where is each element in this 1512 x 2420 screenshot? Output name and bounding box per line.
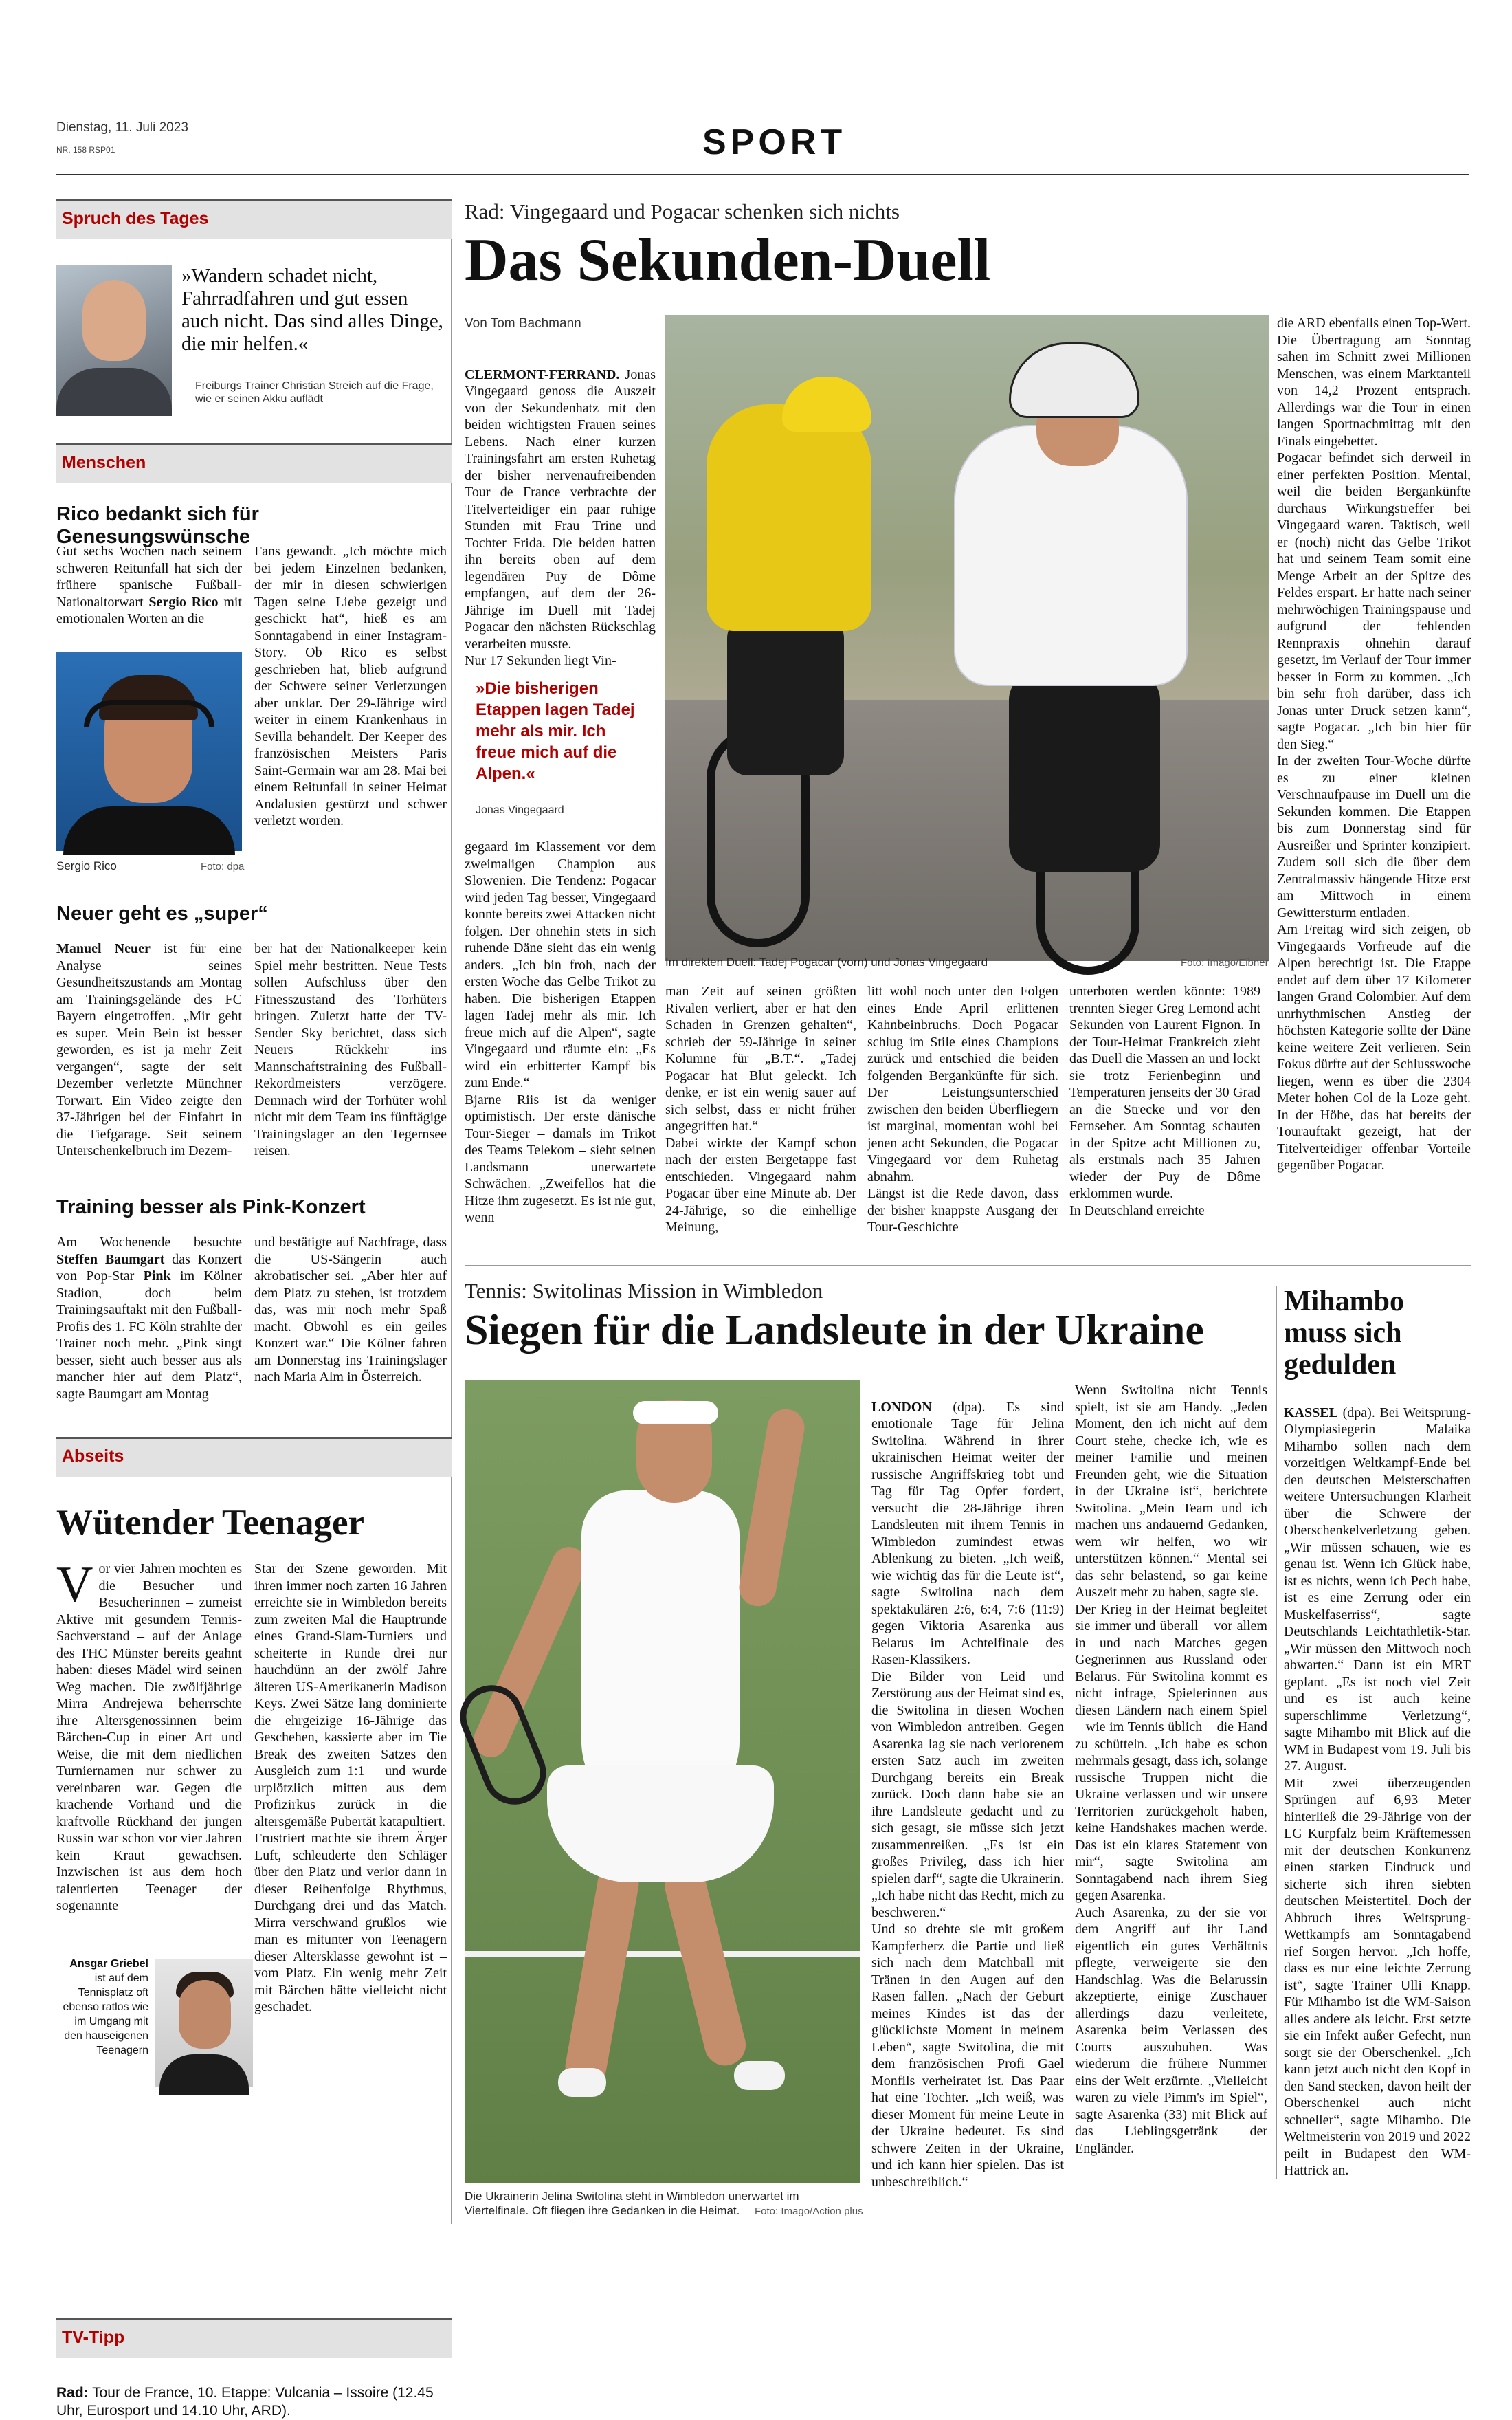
dropcap: V — [56, 1556, 93, 1613]
rider-white-helmet — [1009, 342, 1139, 418]
divider — [465, 1265, 1471, 1266]
tour-dateline: CLERMONT-FERRAND. — [465, 366, 620, 382]
abseits-col2: Star der Szene geworden. Mit ihren immer noch zarten 16 Jahren erreichte sie in Wimbledon bereits zum zweiten Mal die Hauptrunde eines Grand-Slam-Turniers und scheiterte in Runde drei nur hauchdünn an der zwölf Jahre älteren US-Amerikanerin Madison Keys. Zwei Sätze lang dominierte die ehrgeizige 16-Jährige das Geschehen, kassierte aber im Tie Break des zweiten Satzes den Ausgleich zum 1:1 – und wurde urplötzlich mitten aus dem Profizirkus zurück in die altersgemäße Pubertät katapultiert. Frustriert machte sie ihrem Ärger Luft, schleuderte den Schläger über den Platz und verlor dann in dieser Reihenfolge Rhythmus, Durchgang drei und das Match. Mirra verschwand grußlos – wie man es mitunter von Teenagern dieser Altersklasse gewohnt ist – vom Platz. Ein wenig mehr Zeit mit Bärchen hätte vielleicht nicht geschadet. — [254, 1561, 447, 2014]
tour-col1-text: Jonas Vingegaard genoss die Auszeit von der Sekundenhatz mit den beiden wichtigsten Frauen seines Lebens. Nach einer kurzen Trainingsfahrt am ersten Ruhetag der bisher nervenaufreibenden Tour de France verbrachte der Titelverteidiger ein paar ruhige Stunden mit Frau Trine und Tochter Frida. Die beiden hatten ihn bereits oben auf dem legendären Puy de Dôme empfangen, auf dem der 26-Jährige im Duell mit Tadej Pogacar den nächsten Rückschlag verarbeiten musste. Nur 17 Sekunden liegt Vin- — [465, 366, 656, 668]
author-face — [179, 1980, 231, 2049]
neuer-name: Manuel Neuer — [56, 941, 151, 956]
player-arm-right — [736, 1407, 808, 1609]
rico-shirt — [63, 806, 235, 855]
quote-of-the-day: »Wandern schadet nicht, Fahrradfahren und gut essen auch nicht. Das sind alles Dinge, die mir helfen.« — [181, 265, 443, 355]
tvtipp-text — [56, 2384, 452, 2420]
tennis-col1-text: Es sind emotionale Tage für Jelina Switolina. Während in ihrer ukrainischen Heimat weiter der russische Angriffskrieg tobt und Tag für Tag Opfer fordert, versucht die 28-Jährige ihren Landsleuten mit ihrem Tennis in Wimbledon zumindest etwas Ablenkung zu bieten. „Ich weiß, wie wichtig das für die Leute ist“, sagte Switolina nach dem spektakulären 2:6, 6:4, 7:6 (11:9) gegen Viktoria Asarenka aus Belarus im Achtelfinale des Rasen-Klassikers. Die Bilder von Leid und Zerstörung aus der Heimat sind es, die Switolina in diesen Wochen von Wimbledon antreiben. Gegen Asarenka lag sie nach verlorenem ersten Satz auch im zweiten Durchgang bereits ein Break zurück. Doch dann habe sie an ihre Landsleute gedacht und zu sich gesagt, sie müsse sich jetzt zusammenreißen. „Es ist ein großes Privileg, dass ich hier spielen darf“, sagte die Ukrainerin. „Ich habe nicht das Recht, mich zu beschweren.“ Und so drehte sie mit großem Kampferherz die Partie und ließ sich nach dem Matchball mit Tränen in den Augen auf den Rasen fallen. „Nach der Geburt meines Kindes ist das der glücklichste Moment in meinem Leben“, sagte Switolina, die mit dem französischen Profi Gael Monfils verheiratet ist. Das Paar hat eine Tochter. „Ich weiß, was dieser Moment für meine Leute in der Ukraine bedeutet. Es sind schwere Zeiten in der Ukraine, und ich kann hier spielen. Das ist unbeschreiblich.“ — [871, 1399, 1064, 2190]
author-caption-text: ist auf dem Tennisplatz oft ebenso ratlos wie im Umgang mit den hauseigenen Teenagern — [63, 1972, 148, 2056]
streich-photo — [56, 265, 172, 412]
player-shoe-left — [558, 2068, 606, 2097]
kicker-spruch-label: Spruch des Tages — [62, 209, 209, 228]
tour-col5: die ARD ebenfalls einen Top-Wert. Die Übertragung am Sonntag sahen im Schnitt zwei Millionen Menschen, was einem Marktanteil von 14,2 Prozent entsprach. Allerdings war die Tour in einen langen Sportnachmittag mit den Finals eingebettet. Pogacar befindet sich derweil in einer perfekten Position. Mental, weil die beiden Bergankünfte durchaus Wirkungstreffer bei Vingegaard waren. Taktisch, weil er (noch) nicht das Gelbe Trikot hat und seinem Team somit eine Menge Arbeit an der Spitze des Feldes erspart. Er hatte nach seiner mehrwöchigen Trainingspause und aufgrund der fehlenden Rennpraxis ohnehin darauf gesetzt, im Verlauf der Tour immer besser in Form zu kommen. „Ich bin sehr froh darüber, dass ich Jonas unter Druck setzen kann“, sagte Pogacar. „Ich bin hier für den Sieg.“ In der zweiten Tour-Woche dürfte es zu einer kleinen Verschnaufpause im Duell um die Sekunden kommen. Die Etappen bis zum Donnerstag sind für Ausreißer und Sprinter konzipiert. Zudem soll sich die über dem Zentralmassiv hängende Hitze erst am Mittwoch in einem Gewittersturm entladen. Am Freitag wird sich zeigen, ob Vingegaards Vorfreude auf die Alpen berechtigt ist. Die Etappe endet auf dem über 17 Kilometer langen Grand Colombier. Auf dem unrhythmischen Anstieg der höchsten Kategorie sollte der Däne keine weitere Zeit verlieren. Sein Fokus dürfte auf der Schlusswoche liegen, wenn es über die 2304 Meter hohen Col de la Loze geht. In der Höhe, das hat bereits der Tourauftakt gezeigt, hat der Titelverteidiger offenbar Vorteile gegenüber Pogacar. — [1277, 316, 1471, 1173]
issue-date: Dienstag, 11. Juli 2023 — [56, 120, 188, 135]
mihambo-article — [1276, 1286, 1471, 2179]
baumgart-c: im Kölner Stadion, doch beim Trainingsauftakt mit den Fußball-Profis des 1. FC Köln strahlte der Trainer noch mehr. „Pink singt besser, sieht auch besser aus als mancher hier auf dem Platz“, sagte Baumgart am Montag — [56, 1268, 242, 1402]
player-headband — [633, 1401, 718, 1424]
kicker-spruch — [56, 199, 452, 239]
rider-white-legs — [1009, 672, 1160, 872]
tour-col2: man Zeit auf seinen größten Rivalen verliert, aber er hat den Schaden in Grenzen gehalten“, schrieb der 59-Jährige in seiner Kolumne für „B.T.“. „Tadej Pogacar hat Blut geleckt. Ich denke, er ist ein wenig sauer auf sich selbst, dass er nicht früher angegriffen hat.“ Dabei wirkte der Kampf schon nach der ersten Bergetappe fast entschieden. Vingegaard nahm Pogacar über eine Minute ab. Der 24-Jährige, so die einhellige Meinung, — [665, 984, 856, 1235]
rico-headline: Rico bedankt sich für Genesungswünsche — [56, 503, 259, 548]
kicker-abseits-label: Abseits — [62, 1446, 124, 1466]
neuer-rest: ist für eine Analyse seines Gesundheitszustands am Montag am Trainingsgelände des FC Bayern eingetroffen. „Mir geht es super. Mein Bein ist besser geworden, es ist ja mehr Zeit vergangen“, sagte der seit Dezember verletzte Münchner Torwart. Ein Video zeigte den 37-Jährigen bei der Einfahrt in die Tiefgarage. Seit seinem Unterschenkelbruch im Dezem- — [56, 941, 242, 1158]
mihambo-agency: (dpa). — [1337, 1405, 1375, 1420]
issue-number: NR. 158 RSP01 — [56, 145, 115, 155]
player-leg-left — [562, 1860, 642, 2090]
baumgart-col2: und bestätigte auf Nachfrage, dass die US-Sängerin auch akrobatischer sei. „Aber hier auf dem Platz zu stehen, ist trotzdem das, was mir noch mehr Spaß macht. Obwohl es ein geiles Konzert war.“ Die Kölner fahren am Donnerstag ins Trainingslager nach Maria Alm in Österreich. — [254, 1235, 447, 1385]
neuer-headline: Neuer geht es „super“ — [56, 903, 268, 925]
tour-col1 — [465, 349, 656, 670]
abseits-headline: Wütender Teenager — [56, 1503, 365, 1543]
neuer-col2: ber hat der Nationalkeeper kein Spiel mehr bestritten. Neue Tests sollen Aufschluss über den Fitnesszustand des Torhüters bringen. Zuletzt hatte der TV-Sender Sky berichtet, dass sich Neuers Rückkehr ins Mannschaftstraining des Fußball-Rekordmeisters verzögere. Demnach wird der Torhüter wohl nicht mit dem Team ins fünftägige Trainingslager an den Tegernsee reisen. — [254, 941, 447, 1158]
tennis-agency: (dpa). — [931, 1399, 986, 1415]
cyclists-photo — [665, 315, 1269, 949]
player-leg-right — [660, 1860, 751, 2070]
pink-name: Pink — [143, 1268, 171, 1284]
kicker-abseits — [56, 1437, 452, 1477]
tour-col4: unterboten werden könnte: 1989 trennten Sieger Greg Lemond acht Sekunden von Laurent Fignon. In der Tour-Heimat Frankreich zieht das Duell die Massen an und lockt sie trotz Ferienbeginn und Temperaturen jenseits der 30 Grad an die Strecke und vor den Fernseher. Am Sonntag schauten in der Spitze acht Millionen zu, als erstmals nach 35 Jahren wieder der Puy de Dôme erklommen wurde. In Deutschland erreichte — [1069, 984, 1260, 1218]
kicker-menschen — [56, 443, 452, 483]
tour-pull-source: Jonas Vingegaard — [476, 804, 564, 816]
abseits-col1-text: or vier Jahren mochten es die Besucher und Besucherinnen – zumeist Aktive mit gesundem Tennis-Sachverstand – auf der Anlage des THC Münster bereits geahnt haben: dieses Mädel wird seinen Weg machen. Die zwölfjährige Mirra Andrejewa beherrschte ihre Altersgenossinnen beim Bärchen-Cup in einer Art und Weise, die mit dem niedlichen Turniernamen nur schwer zu vereinbaren war. Gegen die krachende Vorhand und die kraftvolle Rückhand der jungen Russin war schon vor vier Jahren kein Kraut gewachsen. Inzwischen ist aus dem hoch talentierten Teenager der sogenannte — [56, 1561, 242, 1913]
baumgart-a: Am Wochenende besuchte — [56, 1235, 242, 1250]
player-shoe-right — [734, 2061, 785, 2090]
kicker-tvtipp-label: TV-Tipp — [62, 2328, 125, 2347]
author-photo — [155, 1959, 253, 2087]
tennis-dateline: LONDON — [871, 1399, 932, 1415]
rider-yellow-jersey — [707, 404, 871, 631]
streich-face — [82, 280, 146, 361]
rico-rest: mit emotionalen Worten an die — [56, 594, 242, 626]
rico-photo-caption: Sergio Rico — [56, 859, 117, 872]
rider-yellow-legs — [727, 617, 844, 776]
mihambo-dateline: KASSEL — [1284, 1405, 1338, 1420]
page-header — [56, 120, 1469, 175]
tour-byline: Von Tom Bachmann — [465, 316, 581, 331]
player-skirt — [547, 1766, 774, 1882]
rico-col2: Fans gewandt. „Ich möchte mich bei jedem Einzelnen bedanken, der mir in diesen schwierigen Tagen seine Liebe gezeigt und geschickt hat“, hieß es am Sonntagabend in einer Instagram-Story. Ob Rico es selbst geschrieben hat, blieb aufgrund der Schwere seiner Verletzungen aber unklar. Der 29-Jährige wird weiter in einem Krankenhaus in Sevilla behandelt. Der Keeper des französischen Meisters Paris Saint-Germain war am 28. Mai bei einem Reitunfall in seiner Heimat Andalusien gestürzt und schwer verletzt worden. — [254, 544, 447, 828]
neuer-col1 — [56, 940, 242, 1160]
quote-source: Freiburgs Trainer Christian Streich auf die Frage, wie er seinen Akku auflädt — [195, 380, 434, 405]
kicker-menschen-label: Menschen — [62, 453, 146, 472]
author-shirt — [159, 2054, 249, 2096]
tennis-col2: Wenn Switolina nicht Tennis spielt, ist sie am Handy. „Jeden Moment, den ich nicht auf dem Court stehe, checke ich, wie es meiner Familie und meinen Freunden geht, wie die Situation in der Ukraine ist“, berichtete Switolina. „Mein Team und ich machen uns andauernd Gedanken, wem wir helfen, wo wir unterstützen können.“ Mental sei das sehr belastend, so gar keine Auszeit mehr zu haben, sagte sie. Der Krieg in der Heimat begleitet sie immer und überall – vor allem in und nach Matches gegen Gegnerinnen aus Russland oder Belarus. Für Switolina kommt es nicht infrage, Spielerinnen aus diesen Ländern nach einem Spiel – wie im Tennis üblich – die Hand zu schütteln. „Ich habe es schon mehrmals gesagt, dass ich, solange russische Truppen nicht die Ukraine verlassen und wir unsere Territorien zurückgeholt haben, keine Handshakes machen werde. Das ist ein klares Statement von mir“, sagte Switolina am Sonntagabend nach ihrem Sieg gegen Asarenka. Auch Asarenka, zu der sie vor dem Angriff auf ihr Land eigentlich ein gutes Verhältnis pflegte, verweigerte sie den Handschlag. Was die Belarussin akzeptierte, einige Zuschauer allerdings dazu verleitete, Asarenka beim Verlassen des Courts auszubuhen. Was wiederum die frühere Nummer eins der Welt erzürnte. „Vielleicht waren zu viele Pimm's im Spiel“, sagte Asarenka (33) mit Blick auf das Lieblingsgetränk der Engländer. — [1075, 1383, 1267, 2156]
tour-photo-caption: Im direkten Duell: Tadej Pogacar (vorn) und Jonas Vingegaard — [665, 956, 988, 969]
tennis-photo-credit: Foto: Imago/Action plus — [755, 2206, 863, 2217]
baumgart-b: das Konzert von Pop-Star — [56, 1251, 243, 1284]
rico-photo-credit: Foto: dpa — [201, 861, 245, 872]
mihambo-body: Bei Weitsprung-Olympiasiegerin Malaika Mihambo sollen nach dem vorzeitigen Weltkampf-Ende bei den deutschen Meisterschaften weitere Untersuchungen Klarheit über die Schwere der Oberschenkelverletzung geben. „Wir müssen schauen, wie es genau ist. Wenn ich Glück habe, ist es nichts, wenn ich Pech habe, ist es eine Zerrung oder ein Muskelfaserriss“, sagte Deutschlands Leichtathletik-Star. „Wir müssen den Mittwoch noch abwarten.“ Dann ist ein MRT geplant. „Es ist noch viel Zeit und es ist auch keine superschlimme Verletzung“, sagte Mihambo mit Blick auf die WM in Budapest vom 19. Juli bis 27. August. Mit zwei überzeugenden Sprüngen auf 6,93 Meter hinterließ die 29-Jährige von der LG Kurpfalz beim Kräftemessen mit der deutschen Konkurrenz einen starken Eindruck und sicherte sich ihren siebten deutschen Meistertitel. Doch der Abbruch ihres Weitsprung-Wettkampfs am Sonntagabend rief Sorgen hervor. „Ich hoffe, dass es nur eine leichte Zerrung ist“, sagte Trainer Ulli Knapp. Für Mihambo ist die WM-Saison alles andere als leicht. Erst setzte sie ein Infekt außer Gefecht, nun sorgt sie der Oberschenkel. „Ich kann jetzt auch nicht den Kopf in den Sand stecken, davon heilt der Oberschenkel auch nicht schneller“, sagte Mihambo. Die Weltmeisterin von 2019 und 2022 peilt in Budapest den WM-Hattrick an. — [1284, 1405, 1471, 2178]
tvtipp-body: Tour de France, 10. Etappe: Vulcania – Issoire (12.45 Uhr, Eurosport und 14.10 Uhr, ARD). — [56, 2385, 434, 2419]
tennis-title: Siegen für die Landsleute in der Ukraine — [465, 1307, 1204, 1354]
baumgart-col1 — [56, 1234, 242, 1402]
rico-photo — [56, 652, 242, 851]
switolina-photo — [465, 1380, 860, 2184]
tennis-topic: Tennis: Switolinas Mission in Wimbledon — [465, 1279, 823, 1303]
rico-col1 — [56, 543, 242, 646]
tour-pull-quote: »Die bisherigen Etappen lagen Tadej mehr als mir. Ich freue mich auf die Alpen.« — [476, 679, 635, 783]
headphones-icon — [84, 700, 214, 727]
baumgart-name: Steffen Baumgart — [56, 1251, 165, 1267]
court-line — [465, 1951, 860, 1957]
abseits-col1 — [56, 1556, 242, 1915]
rico-intro: Gut sechs Wochen nach seinem schweren Reitunfall hat sich der frühere spanische Fußball-Nationaltorwart — [56, 544, 242, 610]
mihambo-title: Mihambo muss sich gedulden — [1284, 1286, 1405, 1380]
streich-shirt — [56, 368, 172, 416]
section-title: SPORT — [702, 122, 847, 162]
author-caption — [56, 1957, 148, 2058]
left-sidebar — [56, 199, 452, 2419]
mihambo-text — [1284, 1387, 1471, 2179]
tour-photo-credit: Foto: Imago/Eibner — [1181, 957, 1269, 969]
tour-col1b: gegaard im Klassement vor dem zweimaligen Champion aus Slowenien. Die Tendenz: Pogacar wird jeden Tag besser, Vingegaard konnte bereits zwei Attacken nicht folgen. Der ohnehin stets in sich ruhende Däne sieht das ein wenig anders. „Ich bin froh, nach der ersten Woche das Gelbe Trikot zu haben. Die bisherigen Etappen lagen Tadej mehr als mir. Ich freue mich auf die Alpen“, sagte Vingegaard und räumte ein: „Es wird ein erbitterter Kampf bis zum Ende.“ Bjarne Riis ist da weniger optimistisch. Der erste dänische Tour-Sieger – damals im Trikot des Teams Telekom – sieht seinen Landsmann unerwartete Schwächen. „Zweifellos hat die Hitze ihm zugesetzt. Es ist nie gut, wenn — [465, 839, 656, 1225]
rider-yellow-helmet — [782, 377, 871, 432]
tennis-col1 — [871, 1382, 1064, 2190]
baumgart-headline: Training besser als Pink-Konzert — [56, 1196, 366, 1218]
racket-icon — [451, 1675, 556, 1814]
tvtipp-label: Rad: — [56, 2385, 89, 2401]
kicker-tvtipp — [56, 2318, 452, 2358]
author-name: Ansgar Griebel — [69, 1958, 148, 1970]
tour-col3: litt wohl noch unter den Folgen eines Ende April erlittenen Kahnbeinbruchs. Doch Pogacar schlug im Stile eines Champions zurück und entschied die beiden folgenden Bergankünfte für sich. Der Leistungsunterschied zwischen den beiden Überfliegern ist marginal, momentan wohl bei jenen acht Sekunden, die Pogacar Vingegaard vor dem Ruhetag abnahm. Längst ist die Rede davon, dass der bisher knappste Ausgang der Tour-Geschichte — [867, 984, 1058, 1235]
tennis-photo-caption: Die Ukrainerin Jelina Switolina steht in Wimbledon unerwartet im Viertelfinale. Oft fliegen ihre Gedanken in die Heimat. — [465, 2190, 799, 2217]
tour-title: Das Sekunden-Duell — [465, 227, 991, 294]
tour-topic: Rad: Vingegaard und Pogacar schenken sich nichts — [465, 199, 900, 223]
rico-name: Sergio Rico — [148, 594, 219, 610]
